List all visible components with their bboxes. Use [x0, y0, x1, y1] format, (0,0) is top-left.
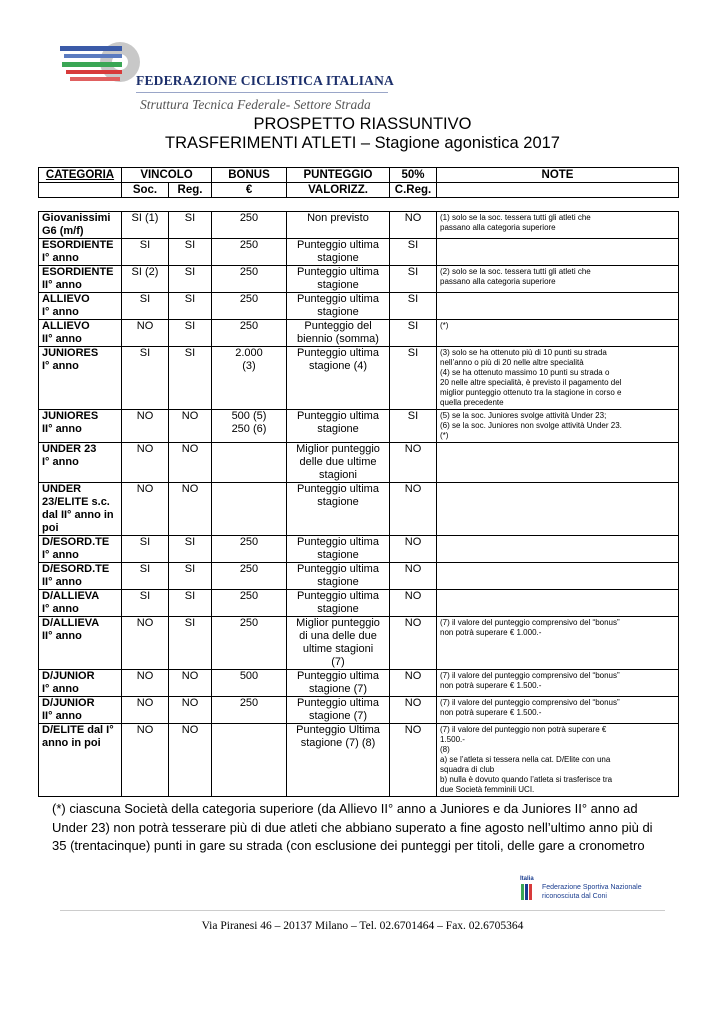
cell-categoria: [39, 320, 122, 347]
table-row: [39, 239, 679, 266]
cell-punteggio: [287, 483, 390, 536]
transfer-table: [38, 211, 679, 797]
cell-note-line: a) se l’atleta si tessera nella cat. D/Elite con una: [440, 755, 611, 764]
col-valorizz: VALORIZZ.: [287, 183, 390, 198]
col-categoria: CATEGORIA: [39, 168, 122, 183]
cell-soc: SI (2): [122, 266, 169, 293]
table-row: [39, 347, 679, 410]
cell-soc: SI: [122, 347, 169, 410]
cell-bonus: [212, 347, 287, 410]
cell-punteggio-line: (7): [331, 656, 345, 668]
cell-50: SI: [390, 266, 437, 293]
cell-note: [437, 724, 679, 797]
cell-categoria-line: ESORDIENTE: [42, 266, 114, 278]
cell-50: NO: [390, 590, 437, 617]
table-row: [39, 724, 679, 797]
cell-categoria-line: I° anno: [42, 306, 79, 318]
cell-punteggio-line: Miglior punteggio: [296, 443, 380, 455]
cell-categoria: [39, 536, 122, 563]
cell-punteggio-line: Punteggio ultima: [297, 483, 379, 495]
cell-note: [437, 670, 679, 697]
cell-reg: SI: [169, 266, 212, 293]
cell-categoria-line: II° anno: [42, 333, 82, 345]
cell-punteggio-line: stagione (4): [308, 360, 368, 372]
cell-punteggio: [287, 724, 390, 797]
cell-punteggio-line: delle due ultime: [299, 456, 377, 468]
cell-punteggio: [287, 697, 390, 724]
cell-note: [437, 697, 679, 724]
cell-50: SI: [390, 293, 437, 320]
cell-50: NO: [390, 724, 437, 797]
cell-note-line: 1.500.-: [440, 735, 465, 744]
cell-categoria-line: II° anno: [42, 279, 82, 291]
cell-bonus: [212, 590, 287, 617]
cell-bonus-line: 250: [239, 617, 259, 629]
cell-punteggio-line: Non previsto: [307, 212, 369, 224]
cell-bonus-line: 250: [239, 293, 259, 305]
cell-categoria-line: I° anno: [42, 549, 79, 561]
cell-reg: SI: [169, 212, 212, 239]
cell-categoria: [39, 239, 122, 266]
footnote-line: (*) ciascuna Società della categoria superiore (da Allievo II° anno a Juniores e da Juniores II° anno ad: [52, 801, 638, 816]
cell-bonus: [212, 293, 287, 320]
cell-bonus-line: 2.000: [235, 347, 263, 359]
cell-50: NO: [390, 212, 437, 239]
cell-categoria-line: I° anno: [42, 603, 79, 615]
cell-soc: SI (1): [122, 212, 169, 239]
cell-reg: NO: [169, 483, 212, 536]
cell-punteggio-line: Punteggio ultima: [297, 590, 379, 602]
cell-categoria: [39, 724, 122, 797]
col-note: NOTE: [437, 168, 679, 183]
cell-bonus-line: 250: [239, 212, 259, 224]
cell-punteggio-line: stagione: [317, 306, 359, 318]
cell-50: NO: [390, 563, 437, 590]
cell-categoria-line: ESORDIENTE: [42, 239, 114, 251]
cell-note-line: non potrà superare € 1.500.-: [440, 708, 542, 717]
cell-soc: NO: [122, 617, 169, 670]
cell-categoria-line: D/ALLIEVA: [42, 617, 100, 629]
fci-logo: [58, 40, 148, 86]
cell-reg: SI: [169, 293, 212, 320]
coni-italia-label: Italia: [520, 876, 534, 882]
cell-punteggio-line: stagione: [317, 496, 359, 508]
cell-note-line: (7) il valore del punteggio comprensivo del “bonus”: [440, 671, 620, 680]
footnote-line: Under 23) non potrà tesserare più di due atleti che abbiano superato a fine agosto nell’ultimo anno più di: [52, 819, 653, 835]
cell-categoria-line: anno in poi: [42, 737, 101, 749]
cell-categoria-line: ALLIEVO: [42, 320, 90, 332]
cell-note-line: passano alla categoria superiore: [440, 223, 556, 232]
cell-reg: NO: [169, 697, 212, 724]
cell-punteggio-line: Punteggio ultima: [297, 239, 379, 251]
cell-categoria-line: II° anno: [42, 576, 82, 588]
cell-categoria-line: JUNIORES: [42, 347, 99, 359]
cell-note-line: (8): [440, 745, 450, 754]
cell-bonus-line: 250: [239, 590, 259, 602]
col-bonus: BONUS: [212, 168, 287, 183]
cell-note-line: due Società femminili UCI.: [440, 785, 535, 794]
cell-note: [437, 536, 679, 563]
cell-categoria-line: ALLIEVO: [42, 293, 90, 305]
col-50: 50%: [390, 168, 437, 183]
cell-punteggio-line: stagione (7): [308, 710, 368, 722]
cell-50: NO: [390, 617, 437, 670]
cell-categoria: [39, 212, 122, 239]
cell-punteggio: [287, 443, 390, 483]
cell-reg: NO: [169, 670, 212, 697]
cell-punteggio: [287, 563, 390, 590]
cell-punteggio: [287, 212, 390, 239]
footnote-line: 35 (trentacinque) punti in gare su strada (con esclusione dei punteggi per titoli, delle gare a cronometro: [52, 838, 645, 853]
cell-soc: NO: [122, 443, 169, 483]
cell-note-line: (4) se ha ottenuto massimo 10 punti su strada o: [440, 368, 610, 377]
cell-soc: SI: [122, 536, 169, 563]
cell-bonus: [212, 483, 287, 536]
document-title: PROSPETTO RIASSUNTIVO: [253, 115, 472, 133]
cell-bonus: [212, 266, 287, 293]
cell-soc: NO: [122, 724, 169, 797]
cell-note-line: quella precedente: [440, 398, 504, 407]
cell-reg: NO: [169, 443, 212, 483]
cell-note: [437, 617, 679, 670]
col-creg: C.Reg.: [390, 183, 437, 198]
table-row: [39, 536, 679, 563]
cell-bonus: [212, 697, 287, 724]
cell-note-line: passano alla categoria superiore: [440, 277, 556, 286]
cell-soc: SI: [122, 239, 169, 266]
cell-note-line: (3) solo se ha ottenuto più di 10 punti su strada: [440, 348, 607, 357]
header-divider: [136, 92, 388, 93]
cell-categoria: [39, 443, 122, 483]
cell-soc: SI: [122, 563, 169, 590]
cell-bonus: [212, 320, 287, 347]
cell-punteggio-line: stagione: [317, 423, 359, 435]
cell-categoria-line: 23/ELITE s.c.: [42, 496, 110, 508]
cell-categoria-line: D/ALLIEVA: [42, 590, 100, 602]
cell-50: SI: [390, 347, 437, 410]
cell-reg: NO: [169, 724, 212, 797]
cell-soc: NO: [122, 670, 169, 697]
cell-bonus-line: 250: [239, 697, 259, 709]
cell-reg: SI: [169, 347, 212, 410]
cell-50: SI: [390, 410, 437, 443]
cell-note: [437, 239, 679, 266]
cell-bonus: [212, 670, 287, 697]
cell-categoria-line: I° anno: [42, 252, 79, 264]
cell-categoria-line: Giovanissimi: [42, 212, 111, 224]
cell-note-line: non potrà superare € 1.000.-: [440, 628, 542, 637]
cell-categoria-line: I° anno: [42, 683, 79, 695]
cell-soc: NO: [122, 320, 169, 347]
cell-punteggio-line: stagione: [317, 279, 359, 291]
cell-categoria-line: D/JUNIOR: [42, 697, 95, 709]
cell-punteggio-line: Punteggio ultima: [297, 563, 379, 575]
cell-categoria-line: II° anno: [42, 710, 82, 722]
cell-reg: SI: [169, 536, 212, 563]
cell-bonus-line: 250: [239, 266, 259, 278]
cell-categoria: [39, 617, 122, 670]
col-bonus-unit: €: [212, 183, 287, 198]
cell-categoria: [39, 483, 122, 536]
cell-punteggio-line: stagione (7): [308, 683, 368, 695]
cell-bonus-line: 250: [239, 239, 259, 251]
cell-bonus: [212, 617, 287, 670]
col-punteggio: PUNTEGGIO: [287, 168, 390, 183]
coni-line: Federazione Sportiva Nazionale: [542, 884, 642, 891]
cell-punteggio: [287, 320, 390, 347]
table-row: [39, 266, 679, 293]
cell-soc: SI: [122, 293, 169, 320]
table-row: [39, 617, 679, 670]
cell-reg: SI: [169, 617, 212, 670]
cell-categoria-line: UNDER: [42, 483, 82, 495]
cell-categoria-line: II° anno: [42, 423, 82, 435]
cell-categoria: [39, 266, 122, 293]
cell-punteggio: [287, 239, 390, 266]
cell-categoria-line: I° anno: [42, 360, 79, 372]
cell-punteggio-line: Punteggio ultima: [297, 536, 379, 548]
cell-punteggio-line: Punteggio ultima: [297, 670, 379, 682]
table-row: [39, 443, 679, 483]
cell-note-line: (5) se la soc. Juniores svolge attività Under 23;: [440, 411, 607, 420]
footer-address: Via Piranesi 46 – 20137 Milano – Tel. 02.6701464 – Fax. 02.6705364: [201, 920, 524, 932]
cell-bonus: [212, 563, 287, 590]
table-header: [38, 167, 679, 198]
cell-categoria-line: I° anno: [42, 456, 79, 468]
cell-note: [437, 320, 679, 347]
cell-bonus: [212, 410, 287, 443]
cell-punteggio-line: stagione: [317, 549, 359, 561]
table-row: [39, 293, 679, 320]
cell-reg: SI: [169, 320, 212, 347]
cell-50: NO: [390, 483, 437, 536]
cell-punteggio-line: Punteggio del: [304, 320, 372, 332]
cell-note: [437, 483, 679, 536]
cell-categoria-line: II° anno: [42, 630, 82, 642]
document-subtitle: TRASFERIMENTI ATLETI – Stagione agonistica 2017: [165, 134, 560, 152]
cell-punteggio-line: biennio (somma): [297, 333, 379, 345]
cell-note-line: (7) il valore del punteggio non potrà superare €: [440, 725, 607, 734]
cell-punteggio-line: stagione: [317, 252, 359, 264]
cell-reg: SI: [169, 239, 212, 266]
cell-bonus: [212, 212, 287, 239]
table-row: [39, 410, 679, 443]
col-vincolo: VINCOLO: [122, 168, 212, 183]
cell-note-line: (7) il valore del punteggio comprensivo del “bonus”: [440, 698, 620, 707]
cell-bonus-line: 250: [239, 563, 259, 575]
table-row: [39, 697, 679, 724]
cell-bonus: [212, 443, 287, 483]
cell-punteggio-line: di una delle due: [299, 630, 377, 642]
cell-note-line: nell’anno o più di 20 nelle altre specialità: [440, 358, 584, 367]
cell-punteggio-line: stagione: [317, 576, 359, 588]
cell-reg: NO: [169, 410, 212, 443]
cell-punteggio: [287, 536, 390, 563]
cell-note-line: (1) solo se la soc. tessera tutti gli atleti che: [440, 213, 591, 222]
cell-soc: NO: [122, 697, 169, 724]
cell-categoria: [39, 563, 122, 590]
cell-bonus-line: 250: [239, 536, 259, 548]
cell-note-line: b) nulla è dovuto quando l’atleta si trasferisce tra: [440, 775, 613, 784]
cell-punteggio-line: Punteggio ultima: [297, 410, 379, 422]
cell-note-line: (2) solo se la soc. tessera tutti gli atleti che: [440, 267, 591, 276]
cell-50: SI: [390, 320, 437, 347]
cell-bonus-line: 500: [239, 670, 259, 682]
cell-categoria-line: D/JUNIOR: [42, 670, 95, 682]
cell-punteggio: [287, 670, 390, 697]
cell-note: [437, 563, 679, 590]
cell-note-line: squadra di club: [440, 765, 495, 774]
table-row: [39, 670, 679, 697]
cell-note-line: (6) se la soc. Juniores non svolge attività Under 23.: [440, 421, 622, 430]
cell-note-line: (7) il valore del punteggio comprensivo del “bonus”: [440, 618, 620, 627]
cell-bonus: [212, 724, 287, 797]
cell-categoria-line: dal II° anno in: [42, 509, 114, 521]
cell-categoria-line: G6 (m/f): [42, 225, 84, 237]
org-subtitle: Struttura Tecnica Federale- Settore Strada: [140, 97, 371, 112]
cell-punteggio-line: Punteggio Ultima: [296, 724, 380, 736]
cell-note-line: (*): [440, 321, 449, 330]
cell-categoria: [39, 347, 122, 410]
cell-categoria: [39, 697, 122, 724]
cell-note: [437, 266, 679, 293]
cell-soc: SI: [122, 590, 169, 617]
table-row: [39, 320, 679, 347]
cell-categoria: [39, 670, 122, 697]
cell-bonus-line: 500 (5): [231, 410, 267, 422]
cell-50: NO: [390, 697, 437, 724]
col-categoria-sub: [39, 183, 122, 198]
cell-punteggio-line: stagione: [317, 603, 359, 615]
col-note-sub: [437, 183, 679, 198]
cell-categoria-line: JUNIORES: [42, 410, 99, 422]
table-row: [39, 590, 679, 617]
cell-punteggio: [287, 347, 390, 410]
cell-soc: NO: [122, 410, 169, 443]
cell-reg: SI: [169, 563, 212, 590]
cell-punteggio-line: Punteggio ultima: [297, 266, 379, 278]
org-name: FEDERAZIONE CICLISTICA ITALIANA: [136, 73, 395, 88]
cell-note: [437, 443, 679, 483]
cell-note-line: non potrà superare € 1.500.-: [440, 681, 542, 690]
cell-punteggio: [287, 617, 390, 670]
cell-note-line: (*): [440, 431, 449, 440]
cell-50: NO: [390, 670, 437, 697]
cell-bonus-line: 250: [239, 320, 259, 332]
cell-note: [437, 410, 679, 443]
cell-punteggio-line: Punteggio ultima: [297, 293, 379, 305]
col-reg: Reg.: [169, 183, 212, 198]
cell-categoria-line: D/ELITE dal I°: [42, 724, 114, 736]
cell-note-line: miglior punteggio ottenuto tra la stagione in corso e: [440, 388, 622, 397]
col-soc: Soc.: [122, 183, 169, 198]
cell-soc: NO: [122, 483, 169, 536]
cell-bonus: [212, 536, 287, 563]
cell-punteggio-line: Punteggio ultima: [297, 347, 379, 359]
table-row: [39, 212, 679, 239]
cell-punteggio-line: ultime stagioni: [302, 643, 374, 655]
coni-line: riconosciuta dal Coni: [542, 892, 607, 900]
cell-categoria-line: poi: [42, 522, 59, 534]
cell-note: [437, 293, 679, 320]
cell-bonus-line: 250 (6): [231, 423, 267, 435]
cell-note: [437, 347, 679, 410]
cell-reg: SI: [169, 590, 212, 617]
cell-note-line: 20 nelle altre specialità, è previsto il pagamento del: [440, 378, 622, 387]
footnote: [52, 800, 672, 856]
cell-punteggio: [287, 590, 390, 617]
cell-punteggio-line: Miglior punteggio: [296, 617, 380, 629]
table-row: [39, 483, 679, 536]
cell-50: NO: [390, 443, 437, 483]
cell-categoria: [39, 590, 122, 617]
cell-bonus-line: (3): [242, 360, 256, 372]
coni-text: [542, 884, 642, 901]
cell-bonus: [212, 239, 287, 266]
footer-divider: [60, 910, 665, 911]
cell-50: NO: [390, 536, 437, 563]
cell-50: SI: [390, 239, 437, 266]
cell-punteggio: [287, 266, 390, 293]
cell-note: [437, 212, 679, 239]
cell-punteggio-line: stagione (7) (8): [300, 737, 376, 749]
cell-categoria: [39, 293, 122, 320]
cell-punteggio-line: Punteggio ultima: [297, 697, 379, 709]
cell-note: [437, 590, 679, 617]
cell-categoria-line: UNDER 23: [42, 443, 97, 455]
table-row: [39, 563, 679, 590]
cell-punteggio: [287, 410, 390, 443]
cell-categoria-line: D/ESORD.TE: [42, 563, 110, 575]
cell-punteggio-line: stagioni: [319, 469, 357, 481]
cell-punteggio: [287, 293, 390, 320]
cell-categoria-line: D/ESORD.TE: [42, 536, 110, 548]
cell-categoria: [39, 410, 122, 443]
